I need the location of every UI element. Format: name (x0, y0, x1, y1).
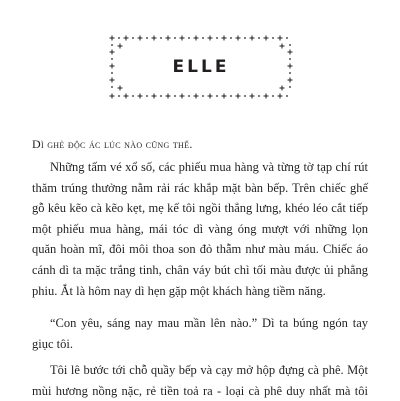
text-line: thăm trúng thưởng nằm rải rác khắp mặt bàn bếp. Trên chiếc ghế (32, 180, 368, 195)
text-line: Tôi lê bước tới chỗ quầy bếp và cạy mở hộp đựng cà phê. Một (50, 363, 368, 377)
chapter-lead-line: Dì ghẻ độc ác lúc nào cũng thế. (32, 137, 193, 151)
text-line: Những tấm vé xổ số, các phiếu mua hàng và từng tờ tạp chí rút (50, 160, 368, 174)
paragraph-1 (32, 157, 368, 301)
text-line: mùi hương nồng nặc, rẻ tiền toả ra - loại cà phê duy nhất mà tôi (32, 383, 368, 398)
chapter-title: ELLE (172, 57, 230, 77)
text-line: gỗ kêu kẽo cà kẽo kẹt, mẹ kế tôi ngồi thẳng lưng, khéo léo cắt tiếp (32, 201, 368, 216)
text-line: một phiếu mua hàng, mái tóc dì vàng óng mượt với những lọn (32, 221, 368, 236)
paragraph-3 (32, 360, 368, 401)
text-line: cánh dì ta mặc trắng tinh, chân váy bút chì tối màu được ủi phẳng (32, 262, 368, 277)
text-line: quăn hoàn mĩ, đôi môi thoa son đỏ thẫm như màu máu. Chiếc áo (32, 242, 368, 257)
text-line: phiu. Ắt là hôm nay dì hẹn gặp một khách hàng tiềm năng. (32, 283, 326, 298)
text-line: “Con yêu, sáng nay mau mần lên nào.” Dì ta búng ngón tay (50, 316, 368, 330)
paragraph-2 (32, 313, 368, 354)
text-line: giục tôi. (32, 336, 73, 351)
